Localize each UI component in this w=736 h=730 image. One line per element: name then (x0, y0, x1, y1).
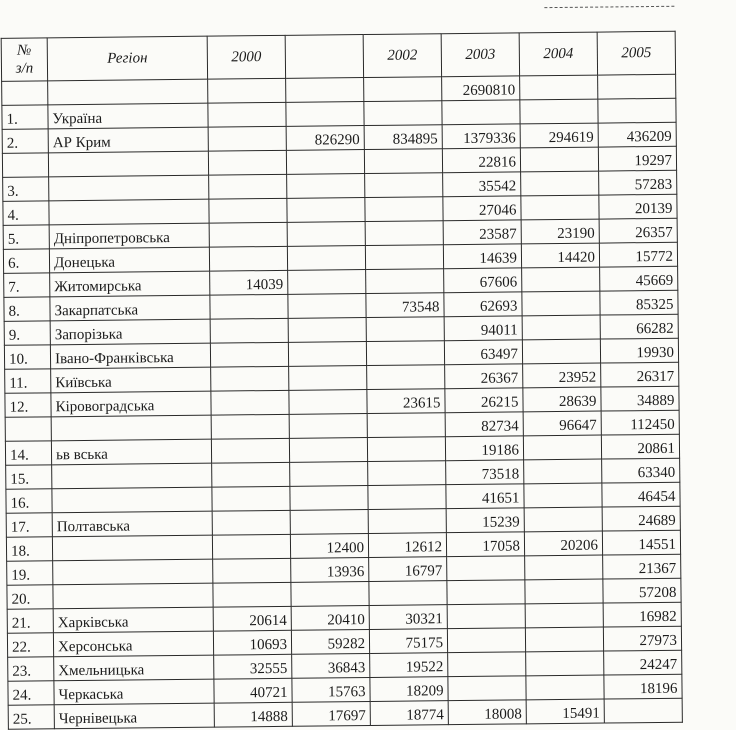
value-cell: 27973 (603, 626, 681, 651)
value-cell: 32555 (214, 654, 292, 679)
region-name: Чернівецька (54, 703, 214, 729)
value-cell (520, 75, 598, 100)
year-header: 2005 (597, 31, 675, 75)
value-cell (208, 78, 286, 103)
region-name: Донецька (49, 247, 209, 273)
region-name (53, 583, 213, 609)
value-cell: 94011 (444, 316, 522, 341)
value-cell (368, 461, 446, 486)
value-cell (212, 510, 290, 535)
value-cell (366, 341, 444, 366)
value-cell: 28639 (523, 387, 601, 412)
value-cell: 73548 (366, 293, 444, 318)
region-name (51, 415, 211, 441)
value-cell (522, 291, 600, 316)
value-cell (289, 390, 367, 415)
value-cell (288, 270, 366, 295)
value-cell (288, 294, 366, 319)
value-cell: 826290 (286, 126, 364, 151)
value-cell: 18209 (370, 677, 448, 702)
value-cell: 14039 (210, 270, 288, 295)
row-number: 16. (6, 489, 52, 513)
value-cell: 12612 (368, 533, 446, 558)
value-cell: 20861 (601, 434, 679, 459)
year-header (285, 35, 363, 79)
value-cell: 30321 (369, 605, 447, 630)
row-number: 6. (3, 249, 49, 273)
region-name (52, 487, 212, 513)
value-cell (286, 150, 364, 175)
value-cell: 20614 (213, 606, 291, 631)
value-cell: 12400 (290, 534, 368, 559)
region-name: Україна (48, 103, 208, 129)
row-number (2, 81, 48, 105)
value-cell (290, 486, 368, 511)
value-cell: 23952 (523, 363, 601, 388)
row-number: 5. (3, 225, 49, 249)
value-cell: 15772 (599, 242, 677, 267)
value-cell (213, 582, 291, 607)
value-cell: 19930 (600, 338, 678, 363)
value-cell: 85325 (600, 290, 678, 315)
value-cell: 24689 (602, 506, 680, 531)
value-cell (208, 150, 286, 175)
value-cell (447, 604, 525, 629)
number-header-symbol: № (17, 42, 32, 59)
row-number: 9. (4, 321, 50, 345)
value-cell: 19186 (445, 436, 523, 461)
year-header: 2000 (207, 35, 285, 79)
region-name: Івано-Франківська (50, 343, 210, 369)
value-cell (213, 558, 291, 583)
value-cell: 18196 (604, 674, 682, 699)
value-cell: 26317 (601, 362, 679, 387)
row-number: 1. (2, 105, 48, 129)
value-cell: 26367 (445, 364, 523, 389)
value-cell: 14888 (214, 702, 292, 727)
value-cell: 17697 (292, 701, 370, 726)
value-cell: 45669 (600, 266, 678, 291)
row-number: 8. (4, 297, 50, 321)
value-cell (366, 317, 444, 342)
value-cell: 436209 (598, 122, 676, 147)
row-number: 18. (6, 537, 52, 561)
value-cell: 23615 (367, 389, 445, 414)
value-cell (448, 676, 526, 701)
row-number: 7. (4, 273, 50, 297)
value-cell: 96647 (523, 411, 601, 436)
value-cell (209, 222, 287, 247)
region-name: Запорізька (50, 319, 210, 345)
region-name (48, 151, 208, 177)
value-cell (524, 459, 602, 484)
region-name (49, 199, 209, 225)
value-cell (598, 98, 676, 123)
value-cell: 14551 (602, 530, 680, 555)
value-cell (287, 174, 365, 199)
value-cell (522, 339, 600, 364)
value-cell: 10693 (213, 630, 291, 655)
value-cell (520, 99, 598, 124)
region-header: Регіон (47, 36, 207, 81)
value-cell: 57208 (603, 578, 681, 603)
value-cell (447, 556, 525, 581)
region-name: Херсонська (53, 631, 213, 657)
value-cell (209, 174, 287, 199)
region-name: Житомирська (50, 271, 210, 297)
value-cell: 15239 (446, 508, 524, 533)
value-cell: 22816 (442, 148, 520, 173)
value-cell (289, 414, 367, 439)
value-cell (367, 413, 445, 438)
value-cell (364, 77, 442, 102)
region-name (49, 175, 209, 201)
value-cell: 41651 (446, 484, 524, 509)
row-number: 2. (2, 129, 48, 153)
value-cell (287, 222, 365, 247)
value-cell (366, 269, 444, 294)
value-cell: 26357 (599, 218, 677, 243)
value-cell (369, 581, 447, 606)
value-cell (288, 318, 366, 343)
value-cell: 73518 (446, 460, 524, 485)
value-cell: 15491 (526, 699, 604, 724)
value-cell (287, 246, 365, 271)
value-cell (211, 438, 289, 463)
value-cell (365, 173, 443, 198)
region-name: Дніпропетровська (49, 223, 209, 249)
year-header: 2003 (441, 33, 519, 77)
value-cell (208, 102, 286, 127)
region-name: ьв вська (51, 439, 211, 465)
row-number: 11. (5, 369, 51, 393)
value-cell (208, 126, 286, 151)
row-number: 3. (3, 177, 49, 201)
value-cell (447, 580, 525, 605)
value-cell (212, 534, 290, 559)
value-cell: 63340 (602, 458, 680, 483)
value-cell (524, 507, 602, 532)
value-cell (598, 74, 676, 99)
value-cell (286, 78, 364, 103)
value-cell: 75175 (369, 629, 447, 654)
value-cell (364, 149, 442, 174)
row-number (2, 153, 48, 177)
value-cell: 19522 (370, 653, 448, 678)
value-cell: 18008 (448, 700, 526, 725)
top-rule (544, 6, 674, 8)
row-number: 19. (7, 561, 53, 585)
value-cell: 82734 (445, 412, 523, 437)
row-number: 4. (3, 201, 49, 225)
number-header-abbr: з/п (15, 60, 34, 77)
row-number: 22. (7, 633, 53, 657)
value-cell (289, 366, 367, 391)
row-number: 14. (5, 441, 51, 465)
value-cell (525, 603, 603, 628)
year-header: 2002 (363, 34, 441, 78)
value-cell (522, 315, 600, 340)
value-cell: 57283 (599, 170, 677, 195)
value-cell: 24247 (604, 650, 682, 675)
value-cell: 35542 (443, 172, 521, 197)
value-cell (442, 100, 520, 125)
region-name (48, 79, 208, 105)
header-row (1, 31, 675, 81)
value-cell: 834895 (364, 125, 442, 150)
region-name (52, 463, 212, 489)
row-number (5, 417, 51, 441)
value-cell: 18774 (370, 701, 448, 726)
region-name: Черкаська (54, 679, 214, 705)
value-cell: 46454 (602, 482, 680, 507)
value-cell (524, 483, 602, 508)
value-cell: 26215 (445, 388, 523, 413)
value-cell: 27046 (443, 196, 521, 221)
value-cell (523, 435, 601, 460)
value-cell (210, 294, 288, 319)
value-cell: 59282 (291, 630, 369, 655)
value-cell: 63497 (444, 340, 522, 365)
value-cell (367, 437, 445, 462)
value-cell: 14639 (443, 244, 521, 269)
value-cell: 20206 (524, 531, 602, 556)
value-cell: 112450 (601, 410, 679, 435)
row-number: 15. (6, 465, 52, 489)
value-cell (526, 651, 604, 676)
value-cell: 17058 (446, 532, 524, 557)
value-cell (526, 675, 604, 700)
value-cell (291, 582, 369, 607)
value-cell (522, 267, 600, 292)
value-cell (368, 509, 446, 534)
value-cell: 2690810 (442, 76, 520, 101)
value-cell (365, 221, 443, 246)
value-cell (210, 318, 288, 343)
value-cell: 62693 (444, 292, 522, 317)
value-cell (364, 101, 442, 126)
value-cell: 294619 (520, 123, 598, 148)
row-number: 25. (8, 705, 54, 729)
number-header (1, 38, 47, 81)
value-cell (365, 245, 443, 270)
value-cell (288, 342, 366, 367)
value-cell: 23587 (443, 220, 521, 245)
region-name: Харківська (53, 607, 213, 633)
region-name: Полтавська (52, 511, 212, 537)
row-number: 12. (5, 393, 51, 417)
value-cell: 36843 (292, 653, 370, 678)
region-name (52, 535, 212, 561)
value-cell: 16797 (369, 557, 447, 582)
row-number: 24. (8, 681, 54, 705)
value-cell: 34889 (601, 386, 679, 411)
value-cell (367, 365, 445, 390)
value-cell (521, 171, 599, 196)
value-cell: 20410 (291, 606, 369, 631)
value-cell (525, 627, 603, 652)
value-cell: 20139 (599, 194, 677, 219)
value-cell (209, 246, 287, 271)
value-cell (287, 198, 365, 223)
value-cell: 15763 (292, 677, 370, 702)
year-header: 2004 (519, 32, 597, 76)
value-cell: 21367 (603, 554, 681, 579)
row-number: 21. (7, 609, 53, 633)
value-cell: 1379336 (442, 124, 520, 149)
value-cell (211, 414, 289, 439)
value-cell (447, 628, 525, 653)
value-cell (289, 438, 367, 463)
value-cell (212, 486, 290, 511)
value-cell (368, 485, 446, 510)
value-cell: 40721 (214, 678, 292, 703)
table-body (2, 74, 683, 729)
value-cell (525, 555, 603, 580)
region-name: Хмельницька (54, 655, 214, 681)
value-cell (521, 195, 599, 220)
value-cell (290, 462, 368, 487)
region-name: Кіровоградська (51, 391, 211, 417)
value-cell (365, 197, 443, 222)
value-cell: 66282 (600, 314, 678, 339)
row-number: 17. (6, 513, 52, 537)
region-name: Київська (51, 367, 211, 393)
value-cell (209, 198, 287, 223)
row-number: 20. (7, 585, 53, 609)
value-cell (290, 510, 368, 535)
value-cell (211, 390, 289, 415)
row-number: 23. (8, 657, 54, 681)
value-cell: 16982 (603, 602, 681, 627)
value-cell: 14420 (521, 243, 599, 268)
value-cell (604, 698, 682, 723)
value-cell (286, 102, 364, 127)
value-cell (525, 579, 603, 604)
region-name: АР Крим (48, 127, 208, 153)
value-cell: 13936 (291, 558, 369, 583)
row-number: 10. (4, 345, 50, 369)
value-cell (520, 147, 598, 172)
region-name: Закарпатська (50, 295, 210, 321)
value-cell (212, 462, 290, 487)
value-cell (210, 342, 288, 367)
region-table (1, 31, 683, 730)
region-name (53, 559, 213, 585)
value-cell: 67606 (444, 268, 522, 293)
value-cell: 19297 (598, 146, 676, 171)
value-cell (448, 652, 526, 677)
value-cell: 23190 (521, 219, 599, 244)
value-cell (211, 366, 289, 391)
